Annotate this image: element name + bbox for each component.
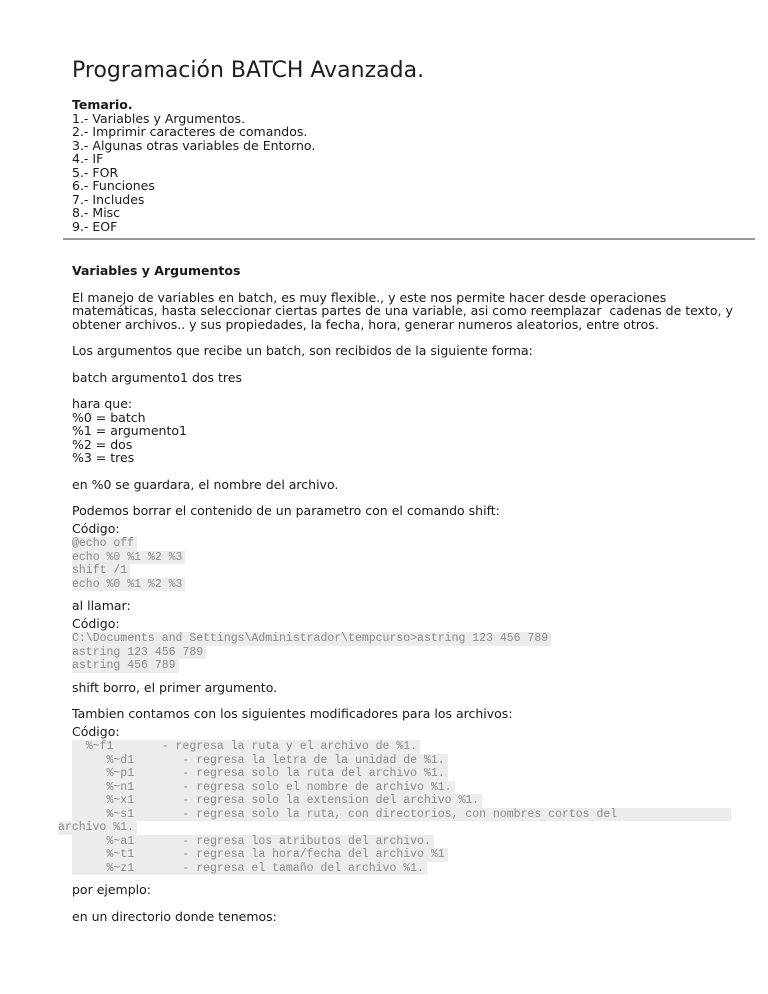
- code-line: [72, 646, 713, 660]
- paragraph-shift-borro: shift borro, el primer argumento.: [72, 679, 278, 695]
- intro-line: matemáticas, hasta seleccionar ciertas partes de una variable, asi como reemplazar cadenas de texto, y: [72, 303, 733, 318]
- hara-line: %1 = argumento1: [72, 423, 187, 438]
- temario-item: 8.- Misc: [72, 205, 121, 220]
- temario-item: 6.- Funciones: [72, 178, 155, 193]
- temario-item: 1.- Variables y Argumentos.: [72, 110, 246, 126]
- temario-item: 4.- IF: [72, 151, 104, 166]
- hara-que-block: [72, 397, 713, 465]
- temario-block: [72, 98, 713, 233]
- code-line-text: %~x1 - regresa solo la extension del archivo %1.: [72, 794, 482, 808]
- hara-line: hara que:: [72, 396, 133, 411]
- paragraph-arguments: Los argumentos que recibe un batch, son recibidos de la siguiente forma:: [72, 343, 533, 358]
- paragraph-batch-call: batch argumento1 dos tres: [72, 369, 243, 385]
- temario-item: 3.- Algunas otras variables de Entorno.: [72, 137, 316, 153]
- code-line-text: shift /1: [72, 564, 130, 578]
- code-line: [72, 740, 713, 754]
- code-line-text: astring 456 789: [72, 659, 179, 673]
- temario-item: 5.- FOR: [72, 164, 119, 180]
- code-line: [72, 659, 713, 673]
- intro-paragraph: [72, 289, 733, 332]
- temario-item: 2.- Imprimir caracteres de comandos.: [72, 124, 308, 139]
- code-line: [72, 578, 713, 592]
- code-line-text: astring 123 456 789: [72, 646, 206, 660]
- temario-item: 9.- EOF: [72, 218, 118, 234]
- paragraph-modificadores: Tambien contamos con los siguientes modificadores para los archivos:: [72, 706, 513, 721]
- intro-line: obtener archivos.. y sus propiedades, la fecha, hora, generar numeros aleatorios, entre otros.: [72, 316, 659, 332]
- hara-line: %3 = tres: [72, 450, 135, 465]
- code-line: [72, 807, 728, 822]
- temario-heading: Temario.: [72, 97, 133, 112]
- paragraph-guardara: en %0 se guardara, el nombre del archivo.: [72, 476, 339, 492]
- code-line-wrapped: [58, 821, 713, 835]
- code-line: [72, 781, 713, 795]
- code-line: [72, 632, 713, 646]
- temario-item: 7.- Includes: [72, 191, 145, 207]
- code-line: [72, 551, 713, 565]
- intro-line: El manejo de variables en batch, es muy flexible., y este nos permite hacer desde operaciones: [72, 289, 667, 305]
- code-label: Código:: [72, 723, 120, 739]
- code-line-text: %~f1 - regresa la ruta y el archivo de %1.: [72, 740, 420, 754]
- code-line-text: %~d1 - regresa la letra de la unidad de %1.: [72, 754, 448, 768]
- code-line-text: %~z1 - regresa el tamaño del archivo %1.: [72, 862, 427, 876]
- code-line: [72, 862, 713, 876]
- code-label: Código:: [72, 615, 120, 631]
- code-line-text: echo %0 %1 %2 %3: [72, 578, 185, 592]
- code-block-modifiers: [58, 740, 728, 875]
- hara-line: %2 = dos: [72, 436, 133, 452]
- code-line-text: @echo off: [72, 537, 137, 551]
- code-line: [72, 767, 713, 781]
- code-line: [72, 754, 713, 768]
- code-line: [72, 835, 713, 849]
- code-line: [72, 848, 713, 862]
- code-line-text: echo %0 %1 %2 %3: [72, 551, 185, 565]
- code-line-text: %~a1 - regresa los atributos del archivo.: [72, 835, 434, 849]
- section-heading: Variables y Argumentos: [72, 263, 241, 278]
- code-line-text: C:\Documents and Settings\Administrador\tempcurso>astring 123 456 789: [72, 632, 551, 646]
- code-line-text: archivo %1.: [58, 821, 137, 835]
- code-block-shift: [72, 537, 713, 591]
- code-line: [72, 794, 713, 808]
- code-line: [72, 564, 713, 578]
- code-line-text: %~t1 - regresa la hora/fecha del archivo %1: [72, 848, 448, 862]
- paragraph-por-ejemplo: por ejemplo:: [72, 882, 151, 897]
- code-line: [72, 537, 713, 551]
- code-block-output: [72, 632, 713, 673]
- paragraph-shift: Podemos borrar el contenido de un parametro con el comando shift:: [72, 503, 500, 518]
- code-line-text: %~n1 - regresa solo el nombre de archivo %1.: [72, 781, 455, 795]
- code-label: Código:: [72, 520, 120, 536]
- paragraph-al-llamar: al llamar:: [72, 598, 131, 613]
- horizontal-divider: [63, 238, 755, 240]
- code-line-text: %~s1 - regresa solo la ruta, con directorios, con nombres cortos del: [72, 808, 731, 822]
- page-title: Programación BATCH Avanzada.: [72, 58, 425, 83]
- code-line-text: %~p1 - regresa solo la ruta del archivo %1.: [72, 767, 448, 781]
- hara-line: %0 = batch: [72, 409, 146, 425]
- paragraph-directorio: en un directorio donde tenemos:: [72, 908, 277, 924]
